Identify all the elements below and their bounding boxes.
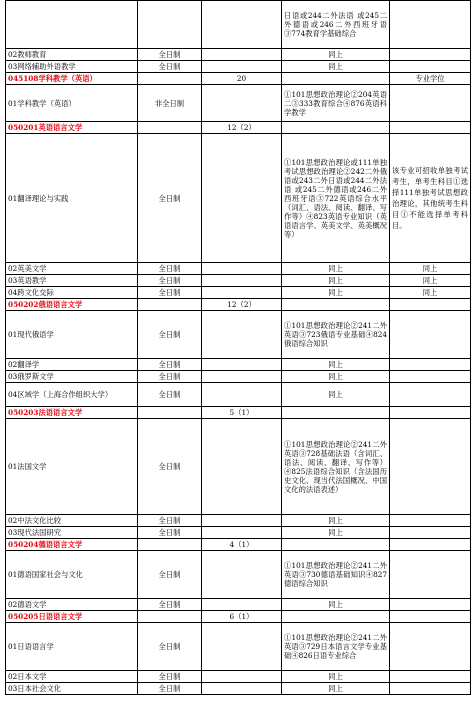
quota-cell — [202, 85, 282, 122]
note-cell — [390, 623, 471, 671]
major-header-row — [6, 539, 471, 551]
direction-cell: 02英美文学 — [6, 263, 138, 275]
note-cell — [390, 311, 471, 359]
exam-subjects-cell: ①101思想政治理论②241二外英语③730德语基础知识④827德语综合知识 — [282, 551, 390, 599]
exam-subjects-cell: 同上 — [282, 359, 390, 371]
study-mode-cell: 全日制 — [138, 275, 202, 287]
study-mode-cell — [138, 611, 202, 623]
direction-cell: 02日本文学 — [6, 671, 138, 683]
major-header-row — [6, 122, 471, 134]
quota-cell — [202, 311, 282, 359]
note-cell — [390, 383, 471, 407]
study-mode-cell: 全日制 — [138, 49, 202, 61]
note-cell — [390, 371, 471, 383]
major-title: 050202俄语语言文学 — [6, 299, 138, 311]
exam-subjects-cell: 同上 — [282, 671, 390, 683]
exam-subjects-cell: 同上 — [282, 515, 390, 527]
exam-subjects-cell: 同上 — [282, 371, 390, 383]
direction-cell: 01学科教学（英语） — [6, 85, 138, 122]
quota-cell — [202, 1, 282, 49]
table-row — [6, 275, 471, 287]
study-mode-cell: 全日制 — [138, 134, 202, 263]
note-cell — [390, 419, 471, 515]
quota-cell — [202, 61, 282, 73]
major-header-row — [6, 73, 471, 85]
direction-cell: 03英语教学 — [6, 275, 138, 287]
table-row — [6, 263, 471, 275]
study-mode-cell — [138, 1, 202, 49]
direction-cell: 02中法文化比较 — [6, 515, 138, 527]
exam-subjects-cell — [282, 122, 390, 134]
study-mode-cell: 全日制 — [138, 515, 202, 527]
quota-cell — [202, 383, 282, 407]
direction-cell: 03俄罗斯文学 — [6, 371, 138, 383]
table-row — [6, 1, 471, 49]
exam-subjects-cell: ①101思想政治理论②241二外英语③729日本语言文学专业基础④826日语专业综合 — [282, 623, 390, 671]
table-row — [6, 683, 471, 695]
direction-cell: 03网络辅助外语教学 — [6, 61, 138, 73]
quota-cell — [202, 419, 282, 515]
admissions-catalog-table — [5, 0, 471, 695]
study-mode-cell: 全日制 — [138, 263, 202, 275]
table-row — [6, 419, 471, 515]
note-cell — [390, 122, 471, 134]
direction-cell: 02翻译学 — [6, 359, 138, 371]
table-row — [6, 515, 471, 527]
note-cell — [390, 1, 471, 49]
quota-cell — [202, 683, 282, 695]
major-title: 050203法语语言文学 — [6, 407, 138, 419]
note-cell — [390, 359, 471, 371]
note-cell: 该专业可招收单独考试考生，单考生科目①选择111单独考试思想政治理论，其他统考生科目①不能选择单考科目。 — [390, 134, 471, 263]
note-cell — [390, 61, 471, 73]
table-row — [6, 287, 471, 299]
table-row — [6, 134, 471, 263]
exam-subjects-cell: ①101思想政治理论或111单独考试思想政治理论②242二外俄语或243二外日语或244二外法语 或245二外德语或246二外西班牙语③722英语综合水平（词汇、语法、阅读、翻译、写作等）④823英语专业知识（英语语言学、英美文学、英美概况等） — [282, 134, 390, 263]
study-mode-cell — [138, 73, 202, 85]
quota-cell — [202, 551, 282, 599]
table-row — [6, 623, 471, 671]
direction-cell: 04跨文化交际 — [6, 287, 138, 299]
major-quota: 6（1） — [202, 611, 282, 623]
study-mode-cell: 全日制 — [138, 599, 202, 611]
exam-subjects-cell: ①101思想政治理论②241二外英语③728基础法语（含词汇、语法、阅读、翻译、写作等）④825法语综合知识（含法国历史文化、现当代法国概况、中国文化的法语表述） — [282, 419, 390, 515]
direction-cell: 01现代俄语学 — [6, 311, 138, 359]
note-cell — [390, 407, 471, 419]
table-row — [6, 599, 471, 611]
note-cell — [390, 299, 471, 311]
exam-subjects-cell — [282, 611, 390, 623]
study-mode-cell — [138, 299, 202, 311]
study-mode-cell: 全日制 — [138, 371, 202, 383]
quota-cell — [202, 287, 282, 299]
exam-subjects-cell: 同上 — [282, 49, 390, 61]
major-quota: 4（1） — [202, 539, 282, 551]
quota-cell — [202, 671, 282, 683]
note-cell: 同上 — [390, 263, 471, 275]
study-mode-cell: 全日制 — [138, 419, 202, 515]
note-cell — [390, 611, 471, 623]
note-cell — [390, 683, 471, 695]
direction-cell: 01日语语言学 — [6, 623, 138, 671]
table-row — [6, 61, 471, 73]
major-quota: 20 — [202, 73, 282, 85]
major-title: 045108学科教学（英语） — [6, 73, 138, 85]
table-row — [6, 311, 471, 359]
note-cell — [390, 85, 471, 122]
direction-cell: 01法国文学 — [6, 419, 138, 515]
major-title: 050205日语语言文学 — [6, 611, 138, 623]
major-header-row — [6, 299, 471, 311]
note-cell: 同上 — [390, 275, 471, 287]
quota-cell — [202, 134, 282, 263]
study-mode-cell: 全日制 — [138, 359, 202, 371]
table-row — [6, 383, 471, 407]
study-mode-cell: 非全日制 — [138, 85, 202, 122]
quota-cell — [202, 371, 282, 383]
major-header-row — [6, 407, 471, 419]
study-mode-cell: 全日制 — [138, 61, 202, 73]
exam-subjects-cell — [282, 299, 390, 311]
exam-subjects-cell: ①101思想政治理论②241二外英语③723俄语专业基础④824俄语综合知识 — [282, 311, 390, 359]
table-row — [6, 85, 471, 122]
note-cell — [390, 599, 471, 611]
exam-subjects-cell: 同上 — [282, 61, 390, 73]
direction-cell: 01德语国家社会与文化 — [6, 551, 138, 599]
study-mode-cell: 全日制 — [138, 383, 202, 407]
study-mode-cell: 全日制 — [138, 623, 202, 671]
study-mode-cell: 全日制 — [138, 527, 202, 539]
exam-subjects-cell: ①101思想政治理论②204英语二③333教育综合④876英语科学教学 — [282, 85, 390, 122]
exam-subjects-cell: 同上 — [282, 287, 390, 299]
major-quota: 5（1） — [202, 407, 282, 419]
exam-subjects-cell: 日语或244二外法语 或245二外德语或246二外西班牙语③774教育学基础综合 — [282, 1, 390, 49]
note-cell — [390, 539, 471, 551]
quota-cell — [202, 599, 282, 611]
note-cell — [390, 671, 471, 683]
direction-cell: 02德语文学 — [6, 599, 138, 611]
quota-cell — [202, 275, 282, 287]
study-mode-cell — [138, 407, 202, 419]
table-row — [6, 551, 471, 599]
exam-subjects-cell: 同上 — [282, 527, 390, 539]
quota-cell — [202, 49, 282, 61]
exam-subjects-cell — [282, 407, 390, 419]
direction-cell: 03日本社会文化 — [6, 683, 138, 695]
exam-subjects-cell: 同上 — [282, 599, 390, 611]
study-mode-cell: 全日制 — [138, 311, 202, 359]
exam-subjects-cell: 同上 — [282, 683, 390, 695]
quota-cell — [202, 527, 282, 539]
study-mode-cell: 全日制 — [138, 671, 202, 683]
exam-subjects-cell: 同上 — [282, 263, 390, 275]
study-mode-cell: 全日制 — [138, 287, 202, 299]
major-note: 专业学位 — [390, 73, 471, 85]
note-cell — [390, 551, 471, 599]
major-title: 050204德语语言文学 — [6, 539, 138, 551]
major-quota: 12（2） — [202, 299, 282, 311]
quota-cell — [202, 359, 282, 371]
study-mode-cell: 全日制 — [138, 683, 202, 695]
exam-subjects-cell — [282, 73, 390, 85]
major-title: 050201英语语言文学 — [6, 122, 138, 134]
study-mode-cell — [138, 539, 202, 551]
study-mode-cell — [138, 122, 202, 134]
direction-cell: 02教师教育 — [6, 49, 138, 61]
note-cell — [390, 515, 471, 527]
quota-cell — [202, 623, 282, 671]
table-row — [6, 371, 471, 383]
direction-cell — [6, 1, 138, 49]
admissions-catalog-sheet — [5, 0, 471, 695]
quota-cell — [202, 515, 282, 527]
major-quota: 12（2） — [202, 122, 282, 134]
note-cell — [390, 49, 471, 61]
table-row — [6, 527, 471, 539]
direction-cell: 03现代法国研究 — [6, 527, 138, 539]
note-cell — [390, 527, 471, 539]
table-row — [6, 359, 471, 371]
exam-subjects-cell: 同上 — [282, 383, 390, 407]
direction-cell: 01翻译理论与实践 — [6, 134, 138, 263]
exam-subjects-cell — [282, 539, 390, 551]
major-header-row — [6, 611, 471, 623]
table-row — [6, 671, 471, 683]
exam-subjects-cell: 同上 — [282, 275, 390, 287]
direction-cell: 04区域学（上海合作组织大学） — [6, 383, 138, 407]
table-row — [6, 49, 471, 61]
quota-cell — [202, 263, 282, 275]
study-mode-cell: 全日制 — [138, 551, 202, 599]
note-cell: 同上 — [390, 287, 471, 299]
